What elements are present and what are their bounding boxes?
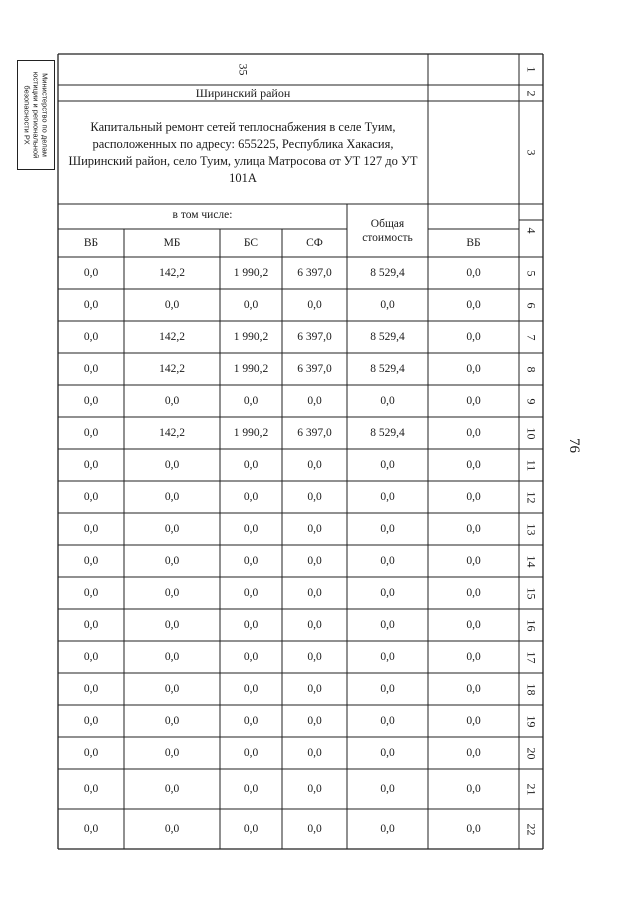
row-number-label: 4 xyxy=(524,227,539,234)
table-cell: 0,0 xyxy=(164,619,180,631)
column-header: ВБ xyxy=(83,237,99,249)
table-cell: 0,0 xyxy=(466,555,481,567)
table-cell: 0,0 xyxy=(466,331,481,343)
row-number xyxy=(519,809,543,849)
table-cell: 0,0 xyxy=(83,491,99,503)
row-number-label: 15 xyxy=(524,587,539,599)
row-number xyxy=(519,481,543,513)
table-cell: 0,0 xyxy=(164,459,180,471)
table-cell: 0,0 xyxy=(83,267,99,279)
table-cell: 0,0 xyxy=(466,299,481,311)
table-cell: 8 529,4 xyxy=(370,331,405,343)
table-cell: 6 397,0 xyxy=(297,427,332,439)
table-cell: 0,0 xyxy=(380,299,395,311)
table-cell: 0,0 xyxy=(380,491,395,503)
table-cell: 0,0 xyxy=(466,267,481,279)
table-cell: 0,0 xyxy=(243,587,259,599)
table-cell: 0,0 xyxy=(307,823,322,835)
table-cell: 0,0 xyxy=(466,715,481,727)
row-number-label: 10 xyxy=(524,427,539,439)
row-number-label: 7 xyxy=(524,334,539,340)
table-cell: 0,0 xyxy=(380,459,395,471)
column-header: МБ xyxy=(163,237,181,249)
table-cell: 0,0 xyxy=(83,747,99,759)
table-cell: 0,0 xyxy=(466,651,481,663)
row-number-label: 6 xyxy=(524,302,539,308)
row-number-label: 19 xyxy=(524,715,539,727)
table-cell: 8 529,4 xyxy=(370,267,405,279)
row-number xyxy=(519,289,543,321)
row-number xyxy=(519,737,543,769)
table-cell: 0,0 xyxy=(83,651,99,663)
row-number-label: 17 xyxy=(524,651,539,663)
table-cell: 0,0 xyxy=(243,491,259,503)
table-cell: 0,0 xyxy=(243,299,259,311)
table-cell: 0,0 xyxy=(164,523,180,535)
table-cell: 0,0 xyxy=(466,587,481,599)
row-number xyxy=(519,417,543,449)
table-cell: 0,0 xyxy=(243,747,259,759)
table-cell: 0,0 xyxy=(307,395,322,407)
table-cell: 0,0 xyxy=(307,555,322,567)
table-cell: 0,0 xyxy=(307,587,322,599)
table-cell: 0,0 xyxy=(164,683,180,695)
table-cell: 1 990,2 xyxy=(233,267,269,279)
row-number xyxy=(519,769,543,809)
including-label: в том числе: xyxy=(172,209,233,221)
top-code: 35 xyxy=(236,63,251,76)
row-number-label: 5 xyxy=(524,270,539,276)
table-cell: 0,0 xyxy=(307,491,322,503)
column-header: СФ xyxy=(306,237,323,249)
row-number-label: 18 xyxy=(524,683,539,695)
table-cell: 0,0 xyxy=(83,555,99,567)
row-number xyxy=(519,54,543,85)
table-cell: 0,0 xyxy=(164,651,180,663)
table-cell: 0,0 xyxy=(307,459,322,471)
table-cell: 0,0 xyxy=(83,331,99,343)
table-cell: 1 990,2 xyxy=(233,427,269,439)
table-cell: 6 397,0 xyxy=(297,267,332,279)
table-cell: 0,0 xyxy=(307,715,322,727)
row-number xyxy=(519,609,543,641)
table-cell: 0,0 xyxy=(164,299,180,311)
table-cell: 0,0 xyxy=(83,427,99,439)
table-cell: 0,0 xyxy=(307,299,322,311)
table-cell: 1 990,2 xyxy=(233,363,269,375)
table-cell: 142,2 xyxy=(159,427,185,439)
row-number xyxy=(519,577,543,609)
column-header-total: Общая стоимость xyxy=(362,217,413,244)
row-number-label: 1 xyxy=(524,66,539,73)
table-cell: 0,0 xyxy=(164,783,180,795)
table-cell: 0,0 xyxy=(83,363,99,375)
table-cell: 0,0 xyxy=(83,299,99,311)
row-number xyxy=(519,641,543,673)
table-cell: 142,2 xyxy=(159,331,185,343)
row-number-label: 11 xyxy=(524,459,539,471)
table-cell: 0,0 xyxy=(380,619,395,631)
row-number xyxy=(519,321,543,353)
row-number-label: 9 xyxy=(524,398,539,404)
table-cell: 0,0 xyxy=(307,619,322,631)
table-cell: 8 529,4 xyxy=(370,427,405,439)
row-number-label: 20 xyxy=(524,747,539,759)
table-cell: 0,0 xyxy=(380,651,395,663)
row-number xyxy=(519,85,543,101)
row-number xyxy=(519,449,543,481)
project-title: Капитальный ремонт сетей теплоснабжения в селе Туим, расположенных по адресу: 655225, Республика Хакасия, Ширинский район, село Туим, улица Матросова от УТ 127 до УТ 101А xyxy=(68,119,418,185)
row-number xyxy=(519,385,543,417)
table-cell: 1 990,2 xyxy=(233,331,269,343)
table-cell: 0,0 xyxy=(380,523,395,535)
table-cell: 0,0 xyxy=(164,555,180,567)
table-cell: 0,0 xyxy=(466,491,481,503)
row-number xyxy=(519,101,543,204)
table-cell: 0,0 xyxy=(83,715,99,727)
table-cell: 0,0 xyxy=(380,395,395,407)
row-number-label: 3 xyxy=(524,149,539,156)
table-cell: 0,0 xyxy=(83,395,99,407)
table-cell: 0,0 xyxy=(164,823,180,835)
table-cell: 0,0 xyxy=(380,823,395,835)
table-cell: 0,0 xyxy=(243,459,259,471)
row-number xyxy=(519,545,543,577)
table-cell: 0,0 xyxy=(466,395,481,407)
page-number: 76 xyxy=(566,438,582,453)
table-cell: 0,0 xyxy=(466,823,481,835)
row-number xyxy=(519,673,543,705)
table-cell: 0,0 xyxy=(83,823,99,835)
row-number-label: 8 xyxy=(524,366,539,372)
row-number xyxy=(519,257,543,289)
table-cell: 0,0 xyxy=(307,523,322,535)
table-cell: 0,0 xyxy=(243,523,259,535)
table-cell: 0,0 xyxy=(466,523,481,535)
table-cell: 0,0 xyxy=(466,619,481,631)
table-cell: 6 397,0 xyxy=(297,363,332,375)
row-number-label: 16 xyxy=(524,619,539,631)
table-cell: 0,0 xyxy=(466,427,481,439)
table-cell: 0,0 xyxy=(380,683,395,695)
table-cell: 8 529,4 xyxy=(370,363,405,375)
table-cell: 0,0 xyxy=(466,459,481,471)
table-cell: 0,0 xyxy=(307,683,322,695)
table-cell: 0,0 xyxy=(83,523,99,535)
stamp-text: Министерство по делам юстиции и региональной безопасности РХ xyxy=(22,71,50,159)
district-title: Ширинский район xyxy=(195,85,291,100)
row-number-label: 13 xyxy=(524,523,539,535)
column-header: ВБ xyxy=(466,237,481,249)
table-cell: 0,0 xyxy=(164,747,180,759)
table-cell: 0,0 xyxy=(380,783,395,795)
table-cell: 0,0 xyxy=(243,395,259,407)
row-number xyxy=(519,353,543,385)
table-cell: 0,0 xyxy=(164,491,180,503)
table-cell: 0,0 xyxy=(380,587,395,599)
table-cell: 0,0 xyxy=(466,683,481,695)
column-header: БС xyxy=(243,237,259,249)
table-cell: 0,0 xyxy=(83,783,99,795)
row-number-label: 14 xyxy=(524,555,539,567)
table-cell: 0,0 xyxy=(243,683,259,695)
table-cell: 0,0 xyxy=(243,619,259,631)
table-cell: 0,0 xyxy=(307,783,322,795)
row-number xyxy=(519,513,543,545)
row-number-label: 12 xyxy=(524,491,539,503)
table-cell: 6 397,0 xyxy=(297,331,332,343)
table-cell: 0,0 xyxy=(466,363,481,375)
row-number-label: 2 xyxy=(524,90,539,96)
table-cell: 0,0 xyxy=(243,555,259,567)
table-cell: 0,0 xyxy=(466,783,481,795)
table-cell: 0,0 xyxy=(83,683,99,695)
table-cell: 0,0 xyxy=(243,823,259,835)
table-cell: 0,0 xyxy=(243,651,259,663)
table-cell: 0,0 xyxy=(466,747,481,759)
table-cell: 0,0 xyxy=(243,783,259,795)
table-cell: 0,0 xyxy=(83,459,99,471)
row-number xyxy=(519,204,543,257)
row-number-label: 22 xyxy=(524,823,539,835)
table-cell: 0,0 xyxy=(83,587,99,599)
table-cell: 142,2 xyxy=(159,267,185,279)
table-cell: 0,0 xyxy=(380,555,395,567)
table-cell: 0,0 xyxy=(243,715,259,727)
table-cell: 0,0 xyxy=(83,619,99,631)
table-cell: 0,0 xyxy=(164,587,180,599)
row-number xyxy=(519,705,543,737)
row-number-label: 21 xyxy=(524,783,539,795)
table-cell: 0,0 xyxy=(164,395,180,407)
top-code-cell xyxy=(58,54,428,85)
table-cell: 0,0 xyxy=(307,747,322,759)
table-cell: 0,0 xyxy=(307,651,322,663)
table-cell: 0,0 xyxy=(164,715,180,727)
table-cell: 142,2 xyxy=(159,363,185,375)
table-cell: 0,0 xyxy=(380,715,395,727)
table-cell: 0,0 xyxy=(380,747,395,759)
